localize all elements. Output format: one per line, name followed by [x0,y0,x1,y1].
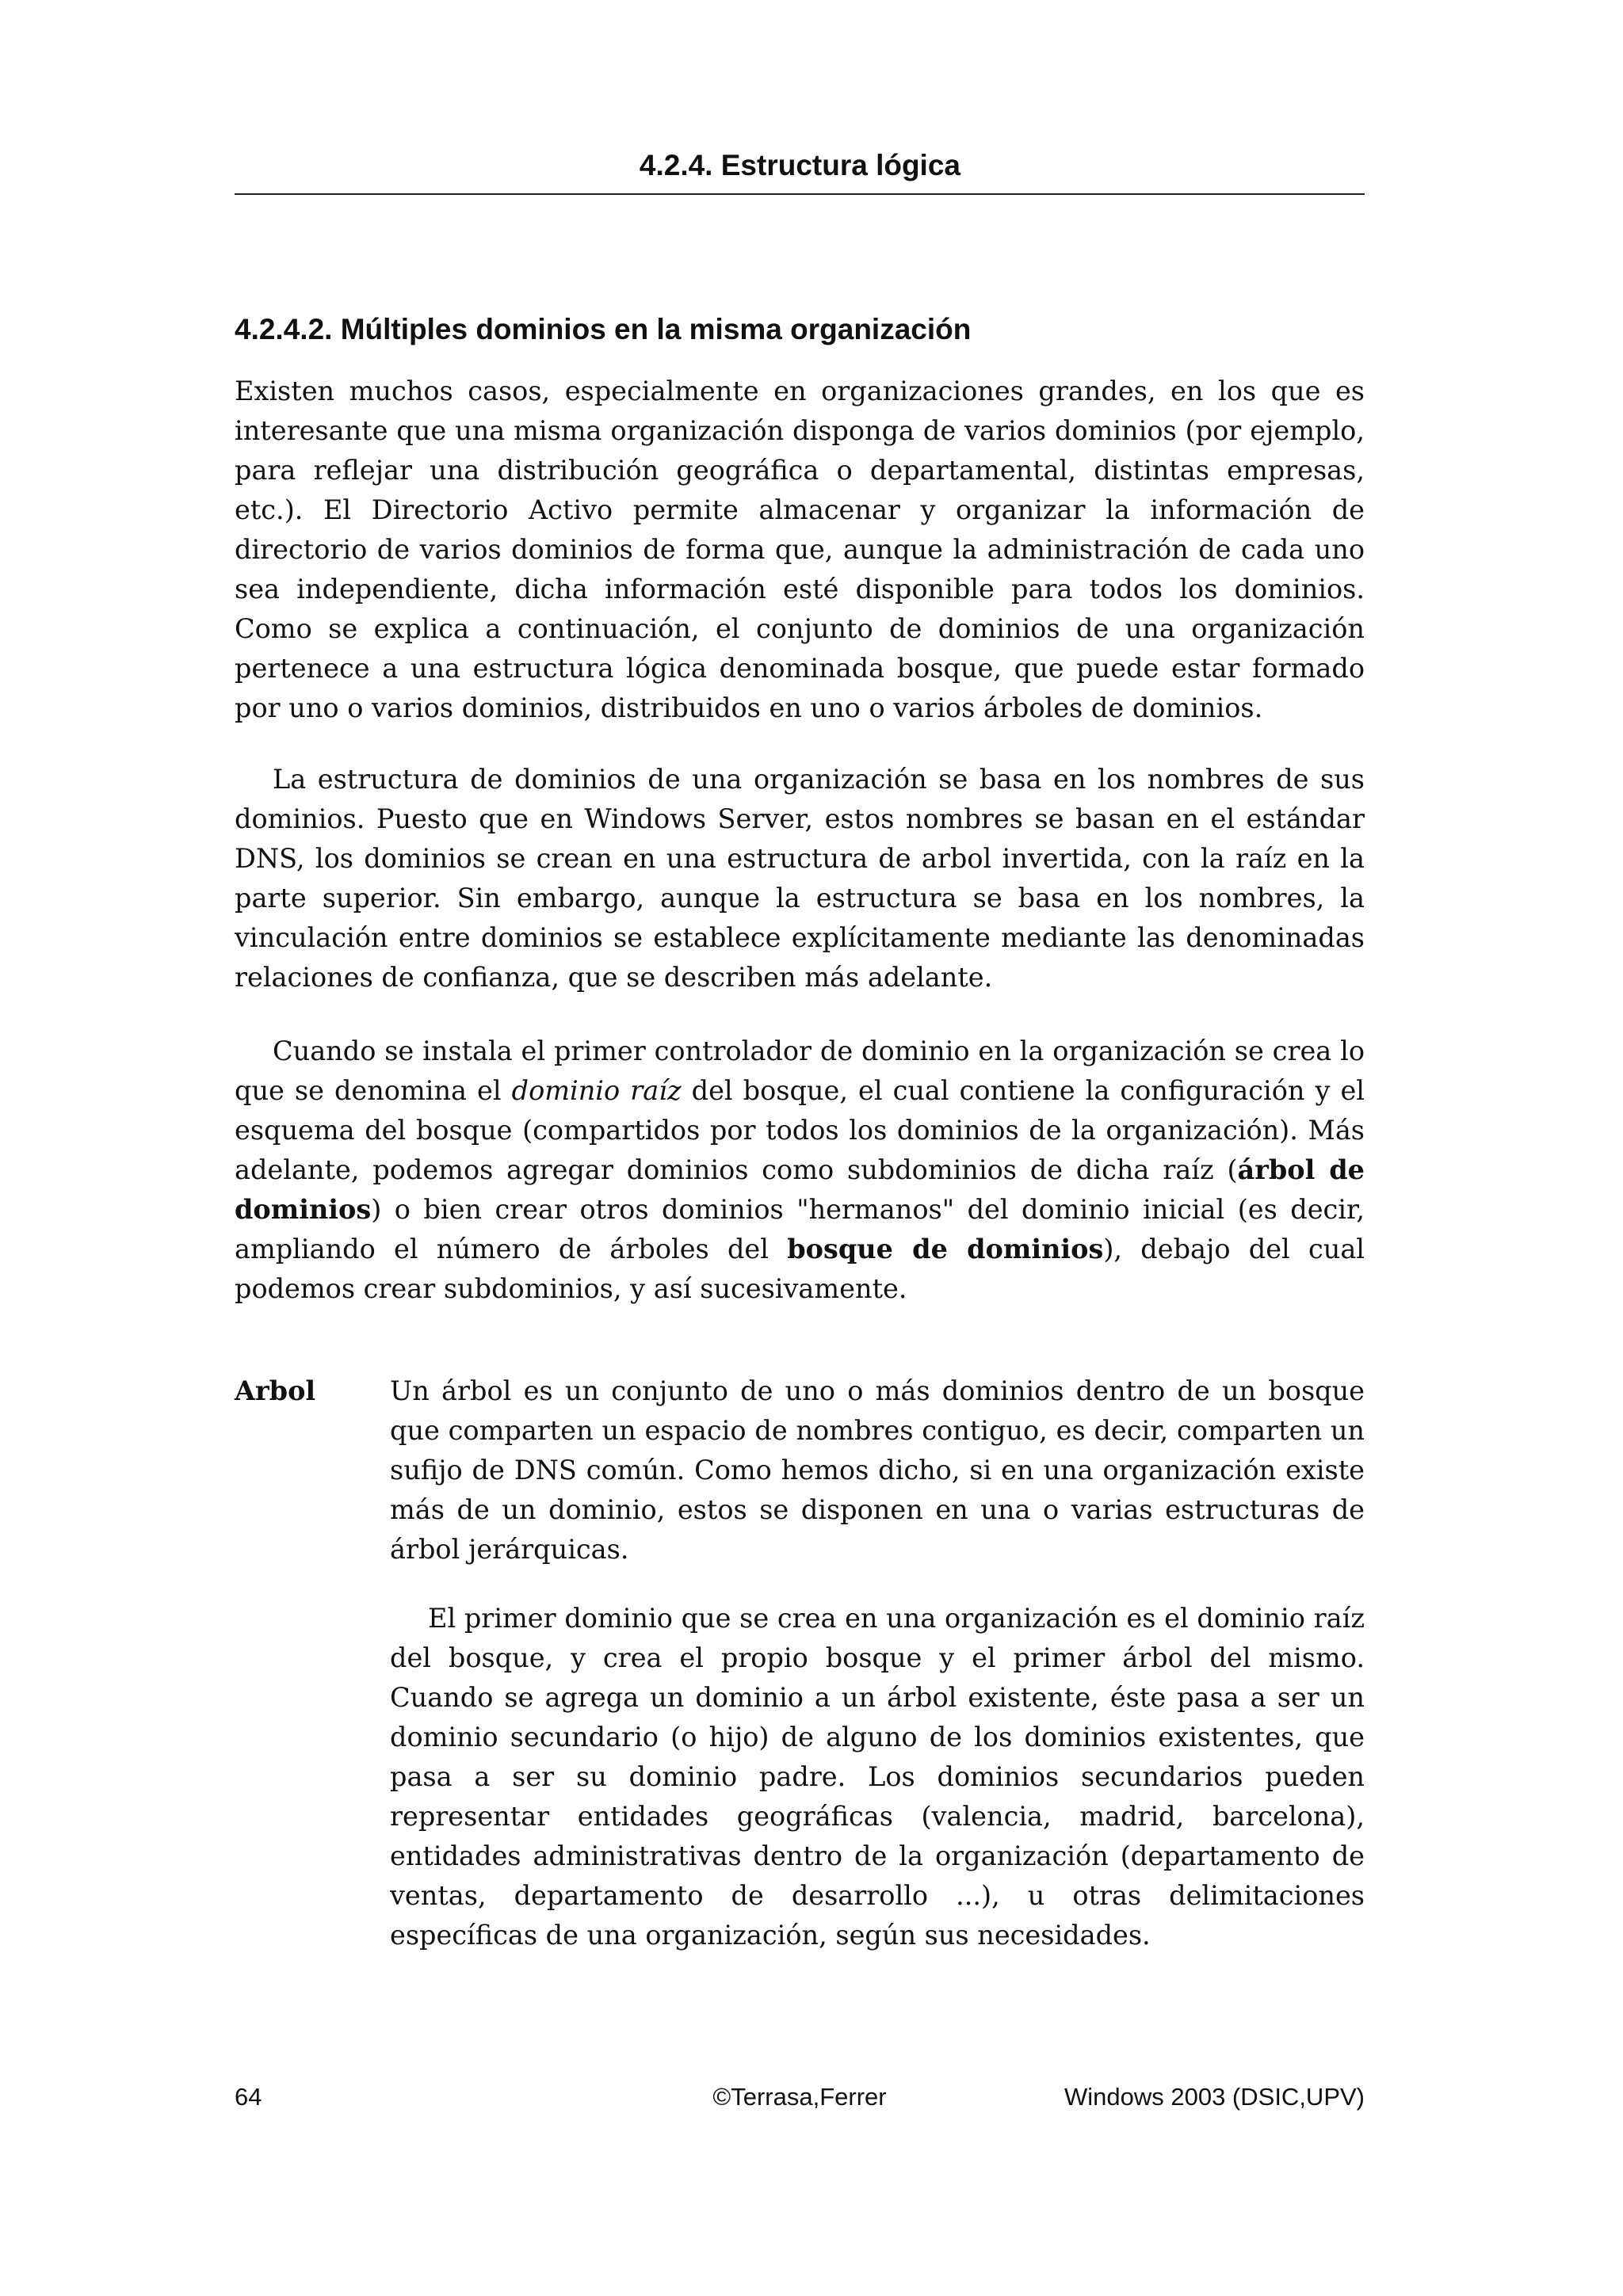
paragraph-multiple-domains: Existen muchos casos, especialmente en organizaciones grandes, en los que es interesante que una misma organización disponga de varios dominios (por ejemplo, para reflejar una distribución geográfica o departamental, distintas empresas, etc.). El Directorio Activo permite almacenar y organizar la información de directorio de varios dominios de forma que, aunque la administración de cada uno sea independiente, dicha información esté disponible para todos los dominios. Como se explica a continuación, el conjunto de dominios de una organización pertenece a una estructura lógica denominada bosque, que puede estar formado por uno o varios dominios, distribuidos en uno o varios árboles de dominios. [235,376,1365,723]
paragraph-text: del bosque, el cual contiene la configuración y el esquema del bosque (compartidos por todos los dominios de la organización). Más adelante, podemos agregar dominios como subdominios de dicha raíz ( [235,1075,1365,1185]
section-heading: 4.2.4.2. Múltiples dominios en la misma organización [235,313,972,345]
paragraph-root-domain [235,1032,1365,1309]
page-footer [235,2077,1365,2117]
footer-copyright: ©Terrasa,Ferrer [712,2083,887,2111]
bold-domain-tree: árbol de dominios [235,1154,1365,1225]
paragraph-text: ), debajo del cual podemos crear subdominios, y así sucesivamente. [235,1234,1365,1304]
header-rule [235,193,1365,195]
paragraph-text: Cuando se instala el primer controlador de dominio en la organización se crea lo que se denomina el [235,1035,1365,1106]
definition-paragraph-1: Un árbol es un conjunto de uno o más dominios dentro de un bosque que comparten un espacio de nombres contiguo, es decir, comparten un sufijo de DNS común. Como hemos dicho, si en una organización existe más de un dominio, estos se disponen en una o varias estructuras de árbol jerárquicas. [390,1375,1365,1565]
definition-paragraph-2: El primer dominio que se crea en una organización es el dominio raíz del bosque, y crea el propio bosque y el primer árbol del mismo. Cuando se agrega un dominio a un árbol existente, éste pasa a ser un dominio secundario (o hijo) de alguno de los dominios existentes, que pasa a ser su dominio padre. Los dominios secundarios pueden representar entidades geográficas (valencia, madrid, barcelona), entidades administrativas dentro de la organización (departamento de ventas, departamento de desarrollo ...), u otras delimitaciones específicas de una organización, según sus necesidades. [390,1603,1365,1951]
footer-book-title: Windows 2003 (DSIC,UPV) [1064,2083,1365,2111]
paragraph-domain-structure: La estructura de dominios de una organización se basa en los nombres de sus dominios. Puesto que en Windows Server, estos nombres se basan en el estándar DNS, los dominios se crean en una estructura de arbol invertida, con la raíz en la parte superior. Sin embargo, aunque la estructura se basa en los nombres, la vinculación entre dominios se establece explícitamente mediante las denominadas relaciones de confianza, que se describen más adelante. [235,764,1365,993]
paragraph-text: ) o bien crear otros dominios "hermanos" del dominio inicial (es decir, ampliando el número de árboles del [235,1194,1365,1264]
page-number: 64 [235,2083,262,2111]
running-header: 4.2.4. Estructura lógica [639,149,960,181]
emphasis-root-domain: dominio raíz [511,1075,682,1106]
definition-term: Arbol [235,1375,316,1406]
bold-domain-forest: bosque de dominios [787,1234,1104,1264]
